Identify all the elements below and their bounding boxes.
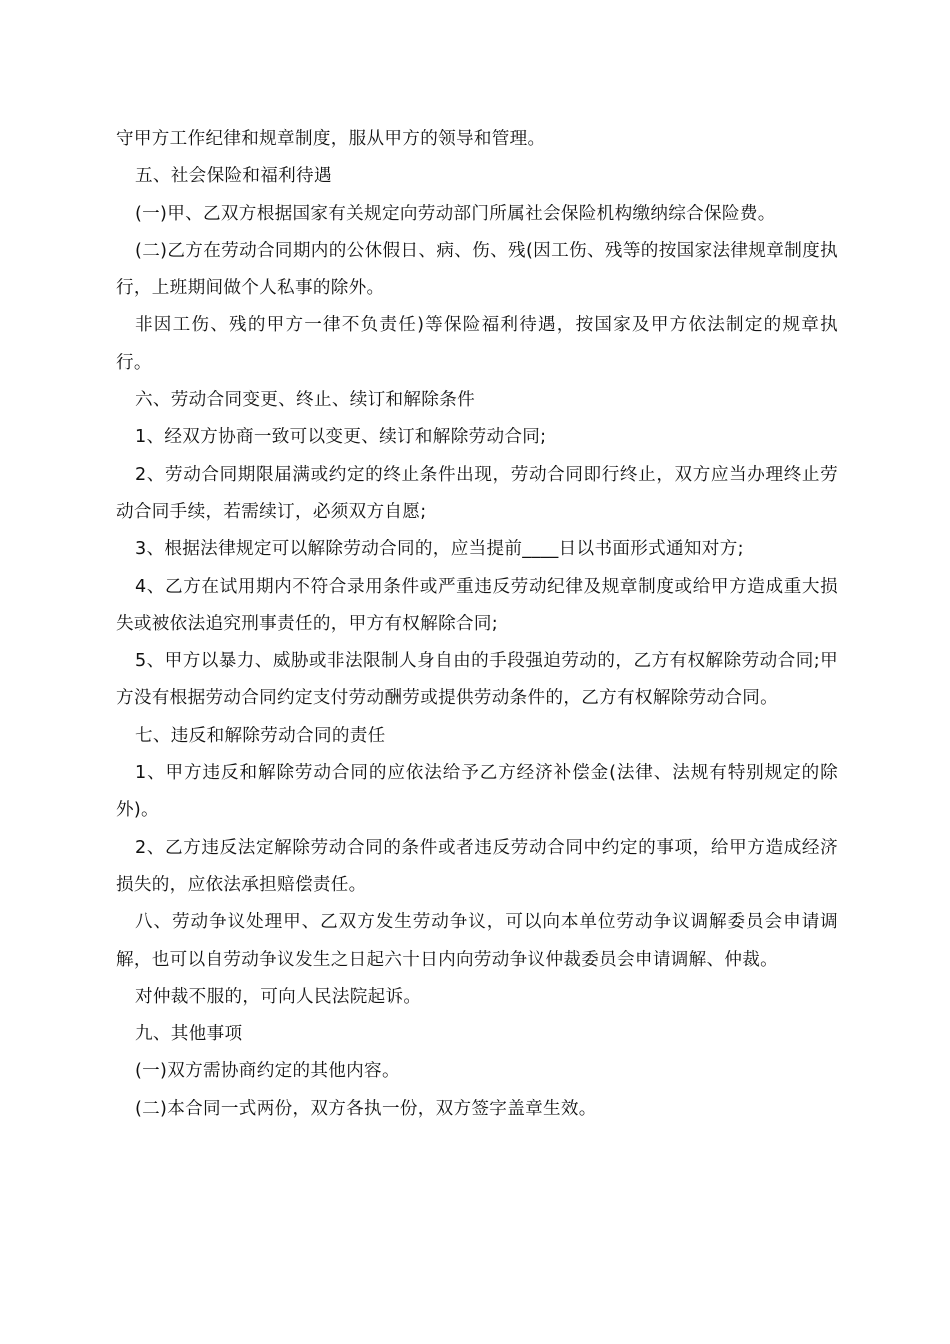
section-heading-social-insurance: 五、社会保险和福利待遇 [135,166,332,187]
paragraph: 对仲裁不服的，可向人民法院起诉。 [135,986,422,1007]
paragraph: (二)乙方在劳动合同期内的公休假日、病、伤、残(因工伤、残等的按国家法律规章制度执行，上班期间做个人私事的除外。 [116,240,838,299]
paragraph: (二)本合同一式两份，双方各执一份，双方签字盖章生效。 [135,1098,597,1119]
paragraph: (一)双方需协商约定的其他内容。 [135,1061,400,1082]
paragraph: (一)甲、乙双方根据国家有关规定向劳动部门所属社会保险机构缴纳综合保险费。 [135,203,776,224]
paragraph: 2、乙方违反法定解除劳动合同的条件或者违反劳动合同中约定的事项，给甲方造成经济损失的，应依法承担赔偿责任。 [116,837,838,895]
section-heading-other-matters: 九、其他事项 [135,1024,243,1045]
document-body [116,121,838,1128]
paragraph: 3、根据法律规定可以解除劳动合同的，应当提前____日以书面形式通知对方; [135,539,744,560]
paragraph: 2、劳动合同期限届满或约定的终止条件出现，劳动合同即行终止，双方应当办理终止劳动合同手续，若需续订，必须双方自愿; [116,464,838,522]
paragraph: 5、甲方以暴力、威胁或非法限制人身自由的手段强迫劳动的，乙方有权解除劳动合同;甲方没有根据劳动合同约定支付劳动酬劳或提供劳动条件的，乙方有权解除劳动合同。 [116,651,838,709]
section-heading-contract-change: 六、劳动合同变更、终止、续订和解除条件 [135,390,475,411]
section-heading-dispute: 八、劳动争议处理甲、乙双方发生劳动争议，可以向本单位劳动争议调解委员会申请调解，也可以自劳动争议发生之日起六十日内向劳动争议仲裁委员会申请调解、仲裁。 [116,912,838,970]
paragraph: 1、经双方协商一致可以变更、续订和解除劳动合同; [135,427,547,448]
paragraph: 4、乙方在试用期内不符合录用条件或严重违反劳动纪律及规章制度或给甲方造成重大损失或被依法追究刑事责任的，甲方有权解除合同; [116,576,838,634]
paragraph-continuation: 守甲方工作纪律和规章制度，服从甲方的领导和管理。 [116,129,546,149]
section-heading-liability: 七、违反和解除劳动合同的责任 [135,725,386,746]
paragraph: 1、甲方违反和解除劳动合同的应依法给予乙方经济补偿金(法律、法规有特别规定的除外)。 [116,763,838,821]
paragraph: 非因工伤、残的甲方一律不负责任)等保险福利待遇，按国家及甲方依法制定的规章执行。 [116,315,838,373]
